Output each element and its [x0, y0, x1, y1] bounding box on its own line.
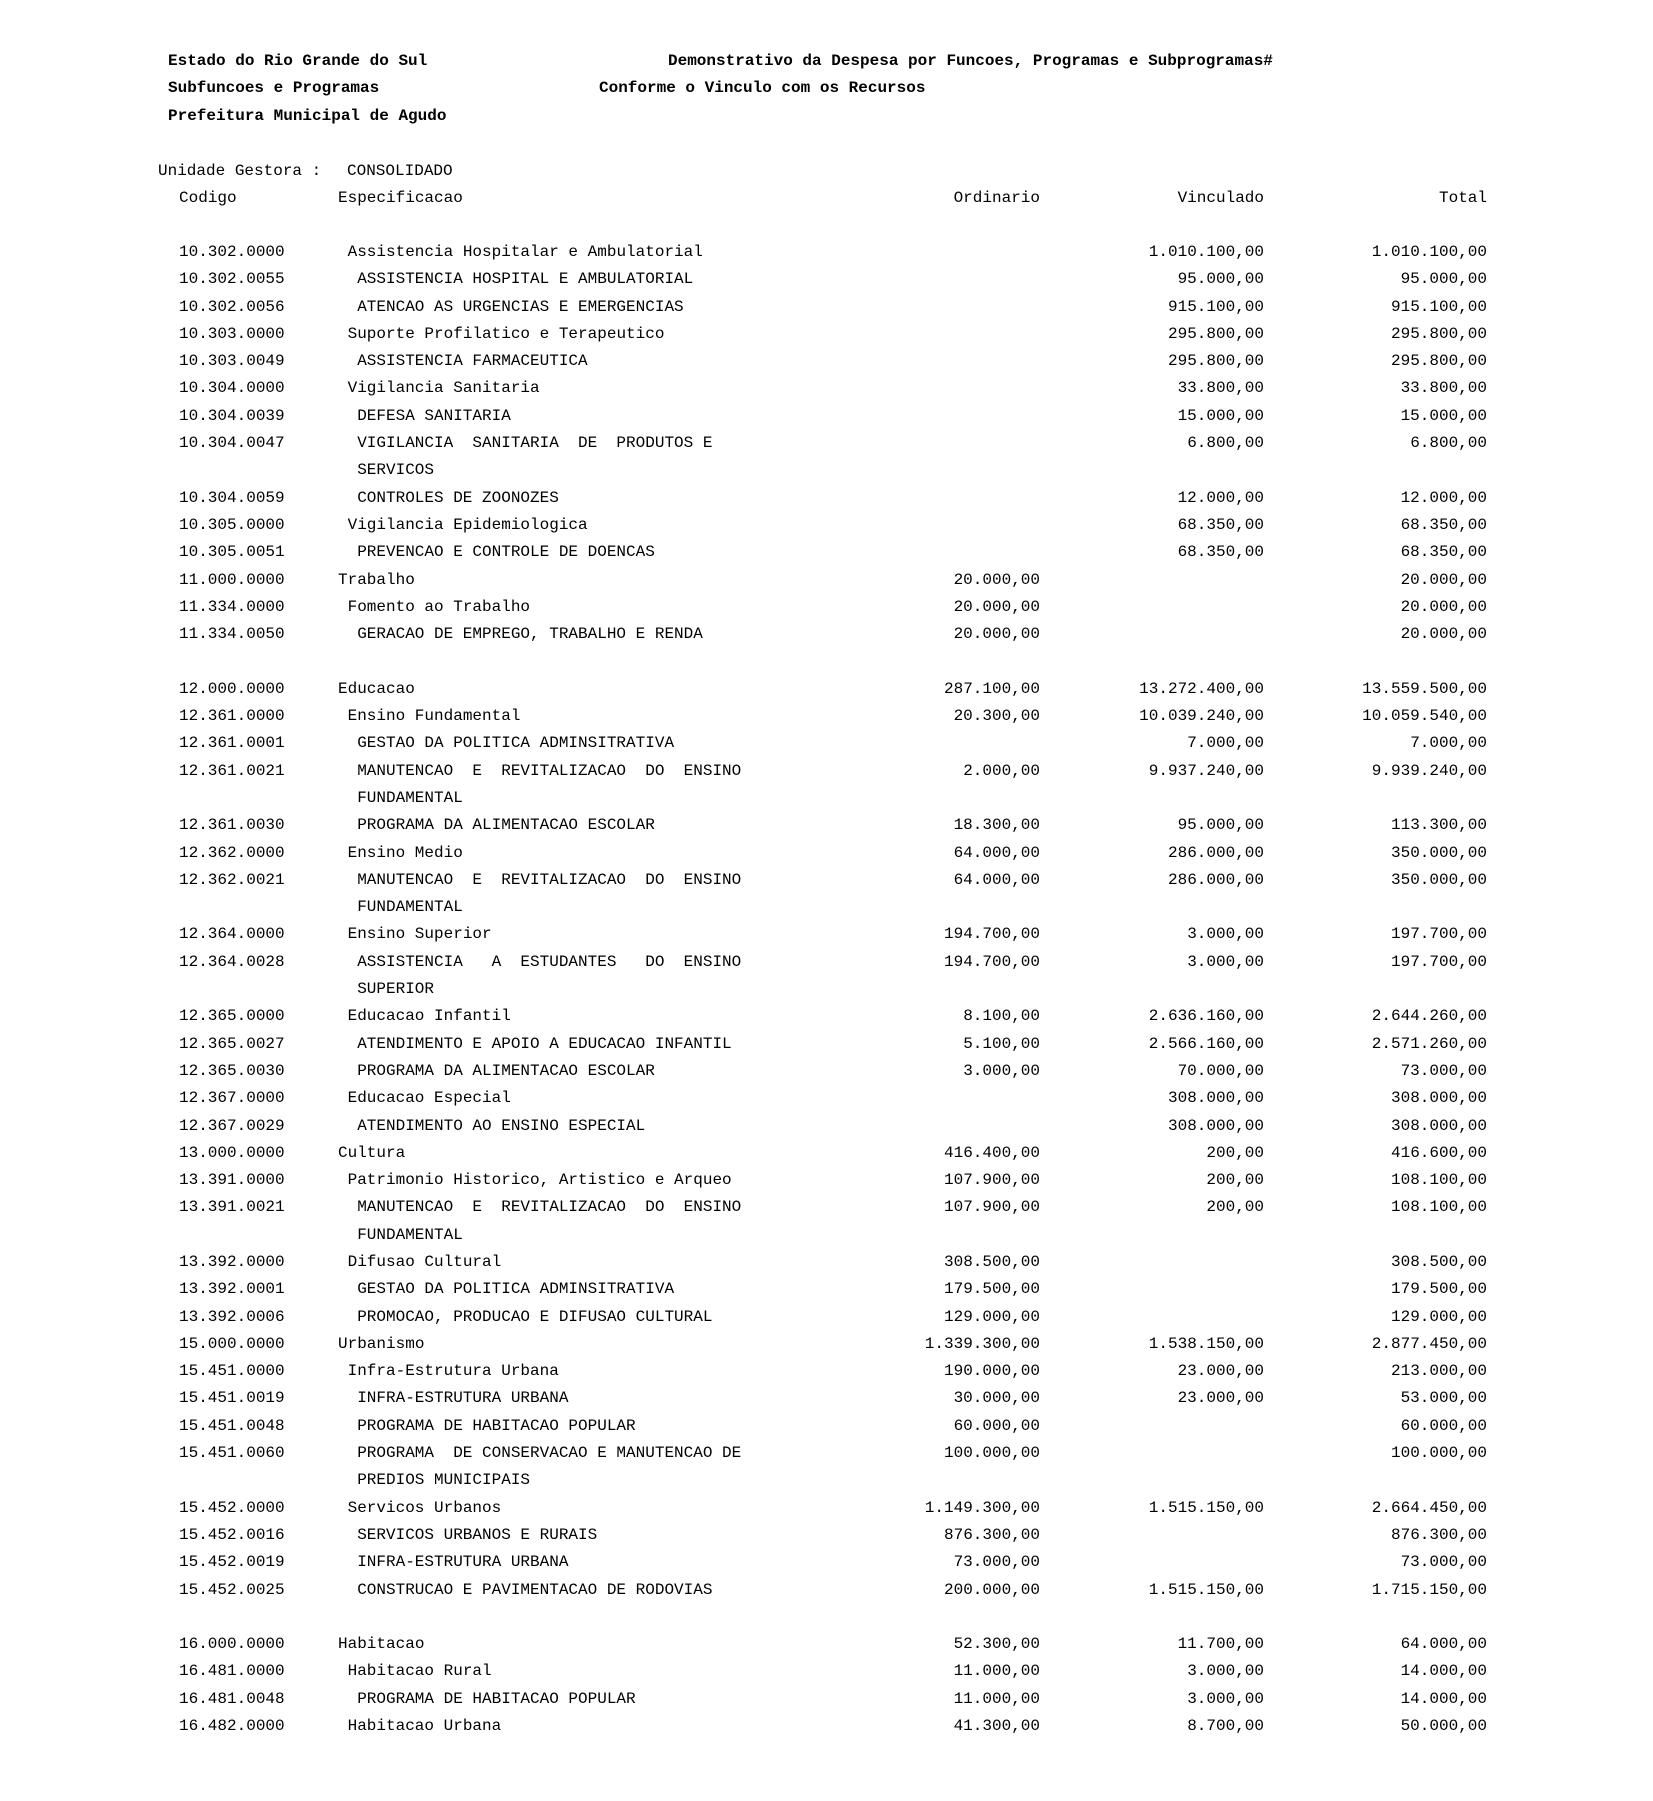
row-vinculado-value: 7.000,00	[1187, 734, 1264, 753]
table-row	[0, 730, 1653, 757]
row-ordinario-value: 179.500,00	[943, 1280, 1040, 1299]
row-ordinario-value: 20.000,00	[953, 597, 1040, 616]
row-specification: CONTROLES DE ZOONOZES	[357, 488, 559, 507]
row-vinculado-value: 13.272.400,00	[1139, 679, 1264, 698]
row-specification: Servicos Urbanos	[347, 1498, 502, 1517]
row-code: 12.362.0000	[179, 843, 285, 862]
row-specification: Vigilancia Sanitaria	[347, 379, 540, 398]
row-specification: Educacao Infantil	[347, 1007, 511, 1026]
row-total-value: 2.571.260,00	[1371, 1034, 1487, 1053]
table-row	[0, 485, 1653, 512]
row-ordinario-value: 129.000,00	[943, 1307, 1040, 1326]
report-title: Demonstrativo da Despesa por Funcoes, Programas e Subprogramas#	[668, 52, 1273, 70]
row-vinculado-value: 6.800,00	[1187, 434, 1264, 453]
row-total-value: 197.700,00	[1390, 925, 1487, 944]
row-code: 10.304.0039	[179, 406, 285, 425]
column-header-vinculado: Vinculado	[1177, 188, 1264, 207]
row-ordinario-value: 64.000,00	[953, 843, 1040, 862]
table-row	[0, 294, 1653, 321]
row-vinculado-value: 295.800,00	[1167, 352, 1264, 371]
table-row	[0, 840, 1653, 867]
row-code: 16.481.0000	[179, 1662, 285, 1681]
table-row	[0, 1385, 1653, 1412]
row-ordinario-value: 60.000,00	[953, 1416, 1040, 1435]
table-row	[0, 1495, 1653, 1522]
row-specification: Fomento ao Trabalho	[347, 597, 531, 616]
table-row	[0, 1085, 1653, 1112]
row-ordinario-value: 5.100,00	[963, 1034, 1040, 1053]
row-specification: Suporte Profilatico e Terapeutico	[347, 324, 665, 343]
row-code: 12.361.0001	[179, 734, 285, 753]
row-code: 13.392.0006	[179, 1307, 285, 1326]
column-header-ordinario: Ordinario	[953, 188, 1040, 207]
row-vinculado-value: 286.000,00	[1167, 870, 1264, 889]
table-row	[0, 266, 1653, 293]
table-row	[0, 1304, 1653, 1331]
row-ordinario-value: 200.000,00	[943, 1580, 1040, 1599]
row-code: 12.000.0000	[179, 679, 285, 698]
row-specification: ATENCAO AS URGENCIAS E EMERGENCIAS	[357, 297, 684, 316]
row-total-value: 416.600,00	[1390, 1143, 1487, 1162]
table-row	[0, 1331, 1653, 1358]
row-total-value: 20.000,00	[1400, 597, 1487, 616]
row-total-value: 108.100,00	[1390, 1171, 1487, 1190]
report-subtitle: Conforme o Vinculo com os Recursos	[599, 79, 926, 98]
row-specification: Habitacao Urbana	[347, 1717, 502, 1736]
row-specification: DEFESA SANITARIA	[357, 406, 511, 425]
org-name: Estado do Rio Grande do Sul	[168, 52, 428, 70]
row-code: 12.365.0000	[179, 1007, 285, 1026]
row-vinculado-value: 200,00	[1206, 1171, 1264, 1190]
row-specification-line2: SUPERIOR	[357, 980, 434, 999]
row-vinculado-value: 11.700,00	[1177, 1635, 1264, 1654]
table-row	[0, 1058, 1653, 1085]
table-row	[0, 921, 1653, 948]
table-row	[0, 676, 1653, 703]
column-header-total: Total	[1438, 188, 1487, 207]
row-specification: Cultura	[338, 1143, 406, 1162]
row-vinculado-value: 95.000,00	[1177, 816, 1264, 835]
row-ordinario-value: 2.000,00	[963, 761, 1040, 780]
row-code: 12.361.0000	[179, 707, 285, 726]
row-ordinario-value: 107.900,00	[943, 1171, 1040, 1190]
row-code: 10.304.0047	[179, 434, 285, 453]
row-specification: MANUTENCAO E REVITALIZACAO DO ENSINO	[357, 761, 742, 780]
table-row	[0, 403, 1653, 430]
row-code: 11.334.0000	[179, 597, 285, 616]
row-ordinario-value: 41.300,00	[953, 1717, 1040, 1736]
row-code: 15.451.0060	[179, 1444, 285, 1463]
row-code: 10.303.0000	[179, 324, 285, 343]
row-specification: ASSISTENCIA FARMACEUTICA	[357, 352, 588, 371]
row-code: 16.482.0000	[179, 1717, 285, 1736]
row-vinculado-value: 1.515.150,00	[1148, 1498, 1264, 1517]
row-ordinario-value: 100.000,00	[943, 1444, 1040, 1463]
table-row	[0, 1440, 1653, 1495]
row-specification: PROGRAMA DA ALIMENTACAO ESCOLAR	[357, 816, 655, 835]
row-total-value: 10.059.540,00	[1362, 707, 1487, 726]
row-vinculado-value: 308.000,00	[1167, 1089, 1264, 1108]
row-code: 10.303.0049	[179, 352, 285, 371]
row-total-value: 68.350,00	[1400, 515, 1487, 534]
row-ordinario-value: 20.300,00	[953, 707, 1040, 726]
row-specification-line2: SERVICOS	[357, 461, 434, 480]
row-vinculado-value: 915.100,00	[1167, 297, 1264, 316]
table-row	[0, 430, 1653, 485]
blank-line	[0, 1604, 1653, 1631]
row-specification: PREVENCAO E CONTROLE DE DOENCAS	[357, 543, 655, 562]
row-specification: ATENDIMENTO AO ENSINO ESPECIAL	[357, 1116, 646, 1135]
row-total-value: 197.700,00	[1390, 952, 1487, 971]
row-specification: PROMOCAO, PRODUCAO E DIFUSAO CULTURAL	[357, 1307, 713, 1326]
row-total-value: 350.000,00	[1390, 870, 1487, 889]
table-row	[0, 1194, 1653, 1249]
row-ordinario-value: 20.000,00	[953, 570, 1040, 589]
table-row	[0, 348, 1653, 375]
table-row	[0, 1358, 1653, 1385]
row-vinculado-value: 2.636.160,00	[1148, 1007, 1264, 1026]
table-row	[0, 812, 1653, 839]
row-code: 11.334.0050	[179, 625, 285, 644]
row-ordinario-value: 308.500,00	[943, 1252, 1040, 1271]
row-code: 15.000.0000	[179, 1334, 285, 1353]
row-total-value: 1.715.150,00	[1371, 1580, 1487, 1599]
row-ordinario-value: 11.000,00	[953, 1662, 1040, 1681]
row-vinculado-value: 10.039.240,00	[1139, 707, 1264, 726]
column-header-especificacao: Especificacao	[338, 188, 463, 207]
row-total-value: 73.000,00	[1400, 1553, 1487, 1572]
row-specification: PROGRAMA DA ALIMENTACAO ESCOLAR	[357, 1061, 655, 1080]
row-vinculado-value: 23.000,00	[1177, 1362, 1264, 1381]
row-specification: GESTAO DA POLITICA ADMINSITRATIVA	[357, 734, 675, 753]
unidade-gestora-label: Unidade Gestora :	[158, 161, 322, 180]
row-code: 10.305.0000	[179, 515, 285, 534]
table-row	[0, 1631, 1653, 1658]
row-specification: Urbanismo	[338, 1334, 425, 1353]
row-total-value: 14.000,00	[1400, 1689, 1487, 1708]
row-code: 11.000.0000	[179, 570, 285, 589]
row-vinculado-value: 286.000,00	[1167, 843, 1264, 862]
row-specification: Infra-Estrutura Urbana	[347, 1362, 559, 1381]
row-ordinario-value: 876.300,00	[943, 1525, 1040, 1544]
table-row	[0, 1031, 1653, 1058]
row-total-value: 64.000,00	[1400, 1635, 1487, 1654]
row-total-value: 33.800,00	[1400, 379, 1487, 398]
row-code: 12.367.0029	[179, 1116, 285, 1135]
row-ordinario-value: 194.700,00	[943, 925, 1040, 944]
row-specification: SERVICOS URBANOS E RURAIS	[357, 1525, 598, 1544]
row-specification: PROGRAMA DE HABITACAO POPULAR	[357, 1689, 636, 1708]
row-total-value: 308.500,00	[1390, 1252, 1487, 1271]
row-code: 16.000.0000	[179, 1635, 285, 1654]
row-code: 10.305.0051	[179, 543, 285, 562]
table-row	[0, 949, 1653, 1004]
row-code: 15.452.0025	[179, 1580, 285, 1599]
report-rows	[0, 239, 1653, 1740]
row-ordinario-value: 190.000,00	[943, 1362, 1040, 1381]
row-total-value: 13.559.500,00	[1362, 679, 1487, 698]
row-total-value: 2.877.450,00	[1371, 1334, 1487, 1353]
table-row	[0, 375, 1653, 402]
table-row	[0, 758, 1653, 813]
row-code: 16.481.0048	[179, 1689, 285, 1708]
row-vinculado-value: 1.515.150,00	[1148, 1580, 1264, 1599]
column-header-codigo: Codigo	[179, 188, 237, 207]
table-row	[0, 1522, 1653, 1549]
row-code: 10.302.0055	[179, 270, 285, 289]
row-code: 10.302.0056	[179, 297, 285, 316]
table-row	[0, 1713, 1653, 1740]
row-vinculado-value: 308.000,00	[1167, 1116, 1264, 1135]
row-specification: INFRA-ESTRUTURA URBANA	[357, 1389, 569, 1408]
row-code: 10.302.0000	[179, 243, 285, 261]
row-total-value: 68.350,00	[1400, 543, 1487, 562]
row-vinculado-value: 2.566.160,00	[1148, 1034, 1264, 1053]
row-total-value: 1.010.100,00	[1371, 243, 1487, 261]
table-row	[0, 539, 1653, 566]
row-specification: ATENDIMENTO E APOIO A EDUCACAO INFANTIL	[357, 1034, 732, 1053]
row-code: 12.361.0030	[179, 816, 285, 835]
row-ordinario-value: 8.100,00	[963, 1007, 1040, 1026]
row-specification: Difusao Cultural	[347, 1252, 502, 1271]
row-vinculado-value: 68.350,00	[1177, 515, 1264, 534]
row-vinculado-value: 200,00	[1206, 1198, 1264, 1217]
row-total-value: 15.000,00	[1400, 406, 1487, 425]
row-total-value: 350.000,00	[1390, 843, 1487, 862]
row-code: 13.392.0001	[179, 1280, 285, 1299]
table-row	[0, 1249, 1653, 1276]
row-total-value: 915.100,00	[1390, 297, 1487, 316]
row-total-value: 2.664.450,00	[1371, 1498, 1487, 1517]
row-code: 12.364.0028	[179, 952, 285, 971]
row-total-value: 73.000,00	[1400, 1061, 1487, 1080]
row-ordinario-value: 30.000,00	[953, 1389, 1040, 1408]
row-vinculado-value: 95.000,00	[1177, 270, 1264, 289]
row-specification-line2: FUNDAMENTAL	[357, 788, 463, 807]
row-vinculado-value: 3.000,00	[1187, 952, 1264, 971]
row-specification: MANUTENCAO E REVITALIZACAO DO ENSINO	[357, 1198, 742, 1217]
row-code: 15.451.0048	[179, 1416, 285, 1435]
row-specification: Ensino Medio	[347, 843, 463, 862]
row-specification-line2: PREDIOS MUNICIPAIS	[357, 1471, 531, 1490]
row-total-value: 295.800,00	[1390, 352, 1487, 371]
row-total-value: 2.644.260,00	[1371, 1007, 1487, 1026]
row-specification: Educacao	[338, 679, 415, 698]
table-row	[0, 594, 1653, 621]
row-total-value: 308.000,00	[1390, 1089, 1487, 1108]
row-vinculado-value: 200,00	[1206, 1143, 1264, 1162]
table-row	[0, 621, 1653, 648]
row-vinculado-value: 1.538.150,00	[1148, 1334, 1264, 1353]
row-specification: Vigilancia Epidemiologica	[347, 515, 588, 534]
row-ordinario-value: 3.000,00	[963, 1061, 1040, 1080]
row-ordinario-value: 194.700,00	[943, 952, 1040, 971]
row-code: 15.452.0016	[179, 1525, 285, 1544]
row-code: 12.367.0000	[179, 1089, 285, 1108]
row-specification: Habitacao Rural	[347, 1662, 492, 1681]
row-code: 10.304.0059	[179, 488, 285, 507]
row-vinculado-value: 15.000,00	[1177, 406, 1264, 425]
row-total-value: 14.000,00	[1400, 1662, 1487, 1681]
row-ordinario-value: 1.339.300,00	[924, 1334, 1040, 1353]
row-total-value: 7.000,00	[1410, 734, 1487, 753]
row-ordinario-value: 1.149.300,00	[924, 1498, 1040, 1517]
row-total-value: 108.100,00	[1390, 1198, 1487, 1217]
row-specification: CONSTRUCAO E PAVIMENTACAO DE RODOVIAS	[357, 1580, 713, 1599]
row-specification: PROGRAMA DE CONSERVACAO E MANUTENCAO DE	[357, 1444, 742, 1463]
row-specification: ASSISTENCIA A ESTUDANTES DO ENSINO	[357, 952, 742, 971]
row-total-value: 129.000,00	[1390, 1307, 1487, 1326]
table-row	[0, 1140, 1653, 1167]
row-vinculado-value: 3.000,00	[1187, 1689, 1264, 1708]
row-total-value: 876.300,00	[1390, 1525, 1487, 1544]
row-vinculado-value: 295.800,00	[1167, 324, 1264, 343]
row-code: 10.304.0000	[179, 379, 285, 398]
row-vinculado-value: 33.800,00	[1177, 379, 1264, 398]
row-vinculado-value: 70.000,00	[1177, 1061, 1264, 1080]
row-total-value: 12.000,00	[1400, 488, 1487, 507]
table-row	[0, 1003, 1653, 1030]
row-vinculado-value: 3.000,00	[1187, 1662, 1264, 1681]
row-code: 15.452.0019	[179, 1553, 285, 1572]
table-row	[0, 1549, 1653, 1576]
table-row	[0, 1113, 1653, 1140]
row-ordinario-value: 18.300,00	[953, 816, 1040, 835]
row-specification: GERACAO DE EMPREGO, TRABALHO E RENDA	[357, 625, 703, 644]
row-total-value: 113.300,00	[1390, 816, 1487, 835]
row-total-value: 295.800,00	[1390, 324, 1487, 343]
table-row	[0, 1413, 1653, 1440]
row-vinculado-value: 68.350,00	[1177, 543, 1264, 562]
row-total-value: 9.939.240,00	[1371, 761, 1487, 780]
row-code: 13.391.0000	[179, 1171, 285, 1190]
row-specification-line2: FUNDAMENTAL	[357, 1225, 463, 1244]
row-ordinario-value: 107.900,00	[943, 1198, 1040, 1217]
row-vinculado-value: 23.000,00	[1177, 1389, 1264, 1408]
row-specification: Ensino Superior	[347, 925, 492, 944]
row-vinculado-value: 1.010.100,00	[1148, 243, 1264, 261]
row-ordinario-value: 73.000,00	[953, 1553, 1040, 1572]
row-specification: Habitacao	[338, 1635, 425, 1654]
table-row	[0, 567, 1653, 594]
row-ordinario-value: 416.400,00	[943, 1143, 1040, 1162]
table-row	[0, 1686, 1653, 1713]
row-specification: Assistencia Hospitalar e Ambulatorial	[347, 243, 703, 261]
row-ordinario-value: 52.300,00	[953, 1635, 1040, 1654]
row-code: 15.451.0019	[179, 1389, 285, 1408]
unidade-gestora-value: CONSOLIDADO	[347, 161, 453, 180]
row-specification: Ensino Fundamental	[347, 707, 521, 726]
table-row	[0, 867, 1653, 922]
row-specification: ASSISTENCIA HOSPITAL E AMBULATORIAL	[357, 270, 694, 289]
table-row	[0, 703, 1653, 730]
table-row	[0, 1167, 1653, 1194]
entity-name: Prefeitura Municipal de Agudo	[168, 106, 447, 125]
row-code: 12.362.0021	[179, 870, 285, 889]
row-specification: PROGRAMA DE HABITACAO POPULAR	[357, 1416, 636, 1435]
table-row	[0, 1577, 1653, 1604]
row-total-value: 50.000,00	[1400, 1717, 1487, 1736]
row-specification: GESTAO DA POLITICA ADMINSITRATIVA	[357, 1280, 675, 1299]
row-total-value: 60.000,00	[1400, 1416, 1487, 1435]
row-code: 13.000.0000	[179, 1143, 285, 1162]
row-specification: Trabalho	[338, 570, 415, 589]
row-total-value: 179.500,00	[1390, 1280, 1487, 1299]
report-scope: Subfuncoes e Programas	[168, 79, 380, 98]
table-row	[0, 321, 1653, 348]
row-specification: Patrimonio Historico, Artistico e Arqueo	[347, 1171, 732, 1190]
row-vinculado-value: 3.000,00	[1187, 925, 1264, 944]
row-code: 13.391.0021	[179, 1198, 285, 1217]
row-vinculado-value: 12.000,00	[1177, 488, 1264, 507]
row-code: 12.364.0000	[179, 925, 285, 944]
table-row	[0, 512, 1653, 539]
row-total-value: 308.000,00	[1390, 1116, 1487, 1135]
row-code: 15.452.0000	[179, 1498, 285, 1517]
row-total-value: 100.000,00	[1390, 1444, 1487, 1463]
row-ordinario-value: 64.000,00	[953, 870, 1040, 889]
row-total-value: 213.000,00	[1390, 1362, 1487, 1381]
row-code: 12.361.0021	[179, 761, 285, 780]
row-ordinario-value: 287.100,00	[943, 679, 1040, 698]
row-code: 15.451.0000	[179, 1362, 285, 1381]
table-row	[0, 1658, 1653, 1685]
table-row	[0, 1276, 1653, 1303]
row-specification-line2: FUNDAMENTAL	[357, 898, 463, 917]
row-specification: INFRA-ESTRUTURA URBANA	[357, 1553, 569, 1572]
blank-line	[0, 648, 1653, 675]
row-total-value: 95.000,00	[1400, 270, 1487, 289]
row-total-value: 53.000,00	[1400, 1389, 1487, 1408]
row-specification: MANUTENCAO E REVITALIZACAO DO ENSINO	[357, 870, 742, 889]
row-ordinario-value: 20.000,00	[953, 625, 1040, 644]
row-vinculado-value: 9.937.240,00	[1148, 761, 1264, 780]
row-total-value: 20.000,00	[1400, 625, 1487, 644]
row-specification: VIGILANCIA SANITARIA DE PRODUTOS E	[357, 434, 713, 453]
row-code: 12.365.0027	[179, 1034, 285, 1053]
row-total-value: 6.800,00	[1410, 434, 1487, 453]
row-total-value: 20.000,00	[1400, 570, 1487, 589]
table-row	[0, 239, 1653, 266]
row-vinculado-value: 8.700,00	[1187, 1717, 1264, 1736]
row-specification: Educacao Especial	[347, 1089, 511, 1108]
row-code: 12.365.0030	[179, 1061, 285, 1080]
row-ordinario-value: 11.000,00	[953, 1689, 1040, 1708]
row-code: 13.392.0000	[179, 1252, 285, 1271]
